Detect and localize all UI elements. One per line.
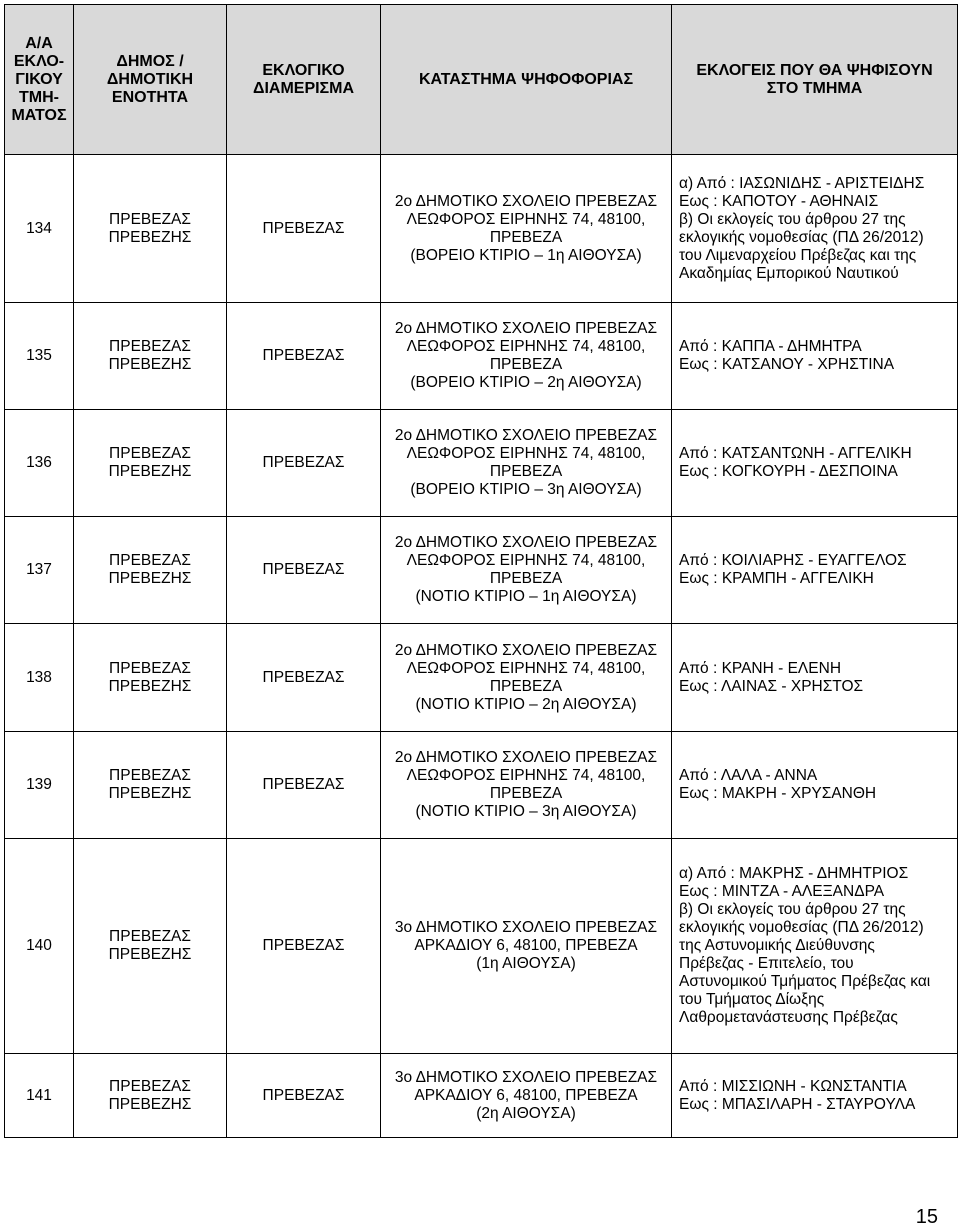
polling-station-line: ΑΡΚΑΔΙΟΥ 6, 48100, ΠΡΕΒΕΖΑ [414,937,638,954]
section-number: 140 [26,937,52,954]
header-line: ΓΙΚΟΥ [15,70,63,88]
table-row [5,1054,958,1138]
voters-line: Εως : ΚΟΓΚΟΥΡΗ - ΔΕΣΠΟΙΝΑ [679,463,898,480]
cell-polling-station [381,410,672,517]
polling-station-line: (1η ΑΙΘΟΥΣΑ) [476,955,576,972]
cell-section-number [5,303,74,410]
polling-station-line: 2ο ΔΗΜΟΤΙΚΟ ΣΧΟΛΕΙΟ ΠΡΕΒΕΖΑΣ [394,641,658,659]
cell-district [227,155,381,303]
header-line: ΤΜΗ- [19,88,59,106]
cell-voters [672,1054,958,1138]
voters-line: Αστυνομικού Τμήματος Πρέβεζας και [679,973,931,990]
polling-station-line: (ΒΟΡΕΙΟ ΚΤΙΡΙΟ – 2η ΑΙΘΟΥΣΑ) [410,374,642,391]
cell-polling-station [381,155,672,303]
municipality-line: ΠΡΕΒΕΖΗΣ [108,463,192,480]
district-name: ΠΡΕΒΕΖΑΣ [262,668,345,686]
header-line: ΕΚΛΟΓΙΚΟ [262,61,345,79]
cell-municipality [74,517,227,624]
polling-station-line: ΠΡΕΒΕΖΑ [489,785,563,802]
header-line: ΕΚΛΟΓΕΙΣ ΠΟΥ ΘΑ ΨΗΦΙΣΟΥΝ [696,61,933,79]
cell-district [227,517,381,624]
table-row [5,624,958,732]
header-line: ΔΙΑΜΕΡΙΣΜΑ [252,79,355,97]
voters-line: του Τμήματος Δίωξης [679,991,825,1008]
section-number: 141 [26,1086,52,1104]
cell-voters [672,732,958,839]
cell-municipality [74,303,227,410]
polling-station-line: ΑΡΚΑΔΙΟΥ 6, 48100, ΠΡΕΒΕΖΑ [414,1086,638,1104]
cell-section-number [5,839,74,1054]
header-line: ΔΗΜΟΤΙΚΗ [106,70,194,88]
polling-sections-table [4,4,958,1138]
municipality-line: ΠΡΕΒΕΖΑΣ [109,659,191,677]
municipality-line: ΠΡΕΒΕΖΗΣ [108,228,192,246]
polling-station-line: ΛΕΩΦΟΡΟΣ ΕΙΡΗΝΗΣ 74, 48100, [406,210,646,228]
cell-polling-station [381,303,672,410]
voters-line: Λαθρομετανάστευσης Πρέβεζας [679,1009,898,1026]
section-number: 138 [26,668,52,686]
cell-voters [672,624,958,732]
section-number: 134 [26,219,52,237]
table-row [5,732,958,839]
header-municipality [74,5,227,155]
polling-station-line: (ΝΟΤΙΟ ΚΤΙΡΙΟ – 2η ΑΙΘΟΥΣΑ) [415,695,637,713]
cell-voters [672,839,958,1054]
cell-municipality [74,732,227,839]
header-line: ΣΤΟ ΤΜΗΜΑ [766,79,863,97]
header-line: ΔΗΜΟΣ / [116,52,184,70]
voters-line: του Λιμεναρχείου Πρέβεζας και της [679,246,917,264]
cell-section-number [5,732,74,839]
polling-station-line: ΛΕΩΦΟΡΟΣ ΕΙΡΗΝΗΣ 74, 48100, [406,445,646,462]
cell-district [227,1054,381,1138]
municipality-line: ΠΡΕΒΕΖΑΣ [109,552,191,569]
municipality-line: ΠΡΕΒΕΖΗΣ [108,570,192,587]
polling-station-line: ΠΡΕΒΕΖΑ [489,570,563,587]
cell-section-number [5,624,74,732]
voters-line: Από : ΜΙΣΣΙΩΝΗ - ΚΩΝΣΤΑΝΤΙΑ [679,1077,907,1095]
header-line: ΕΝΟΤΗΤΑ [111,88,189,106]
polling-station-line: (ΒΟΡΕΙΟ ΚΤΙΡΙΟ – 3η ΑΙΘΟΥΣΑ) [410,481,642,498]
cell-voters [672,155,958,303]
polling-station-line: (ΝΟΤΙΟ ΚΤΙΡΙΟ – 3η ΑΙΘΟΥΣΑ) [415,803,637,820]
cell-district [227,410,381,517]
voters-line: Εως : ΜΠΑΣΙΛΑΡΗ - ΣΤΑΥΡΟΥΛΑ [679,1095,916,1113]
municipality-line: ΠΡΕΒΕΖΑΣ [109,1077,191,1095]
voters-line: Εως : ΚΡΑΜΠΗ - ΑΓΓΕΛΙΚΗ [679,570,874,587]
municipality-line: ΠΡΕΒΕΖΗΣ [108,946,192,963]
header-line: Α/Α [25,34,53,52]
voters-line: Εως : ΜΑΚΡΗ - ΧΡΥΣΑΝΘΗ [679,785,877,802]
section-number: 136 [26,454,52,471]
cell-district [227,839,381,1054]
header-line: ΕΚΛΟ- [13,52,65,70]
page-number: 15 [915,1206,938,1228]
cell-section-number [5,155,74,303]
polling-station-line: 2ο ΔΗΜΟΤΙΚΟ ΣΧΟΛΕΙΟ ΠΡΕΒΕΖΑΣ [394,320,658,337]
voters-line: α) Από : ΜΑΚΡΗΣ - ΔΗΜΗΤΡΙΟΣ [679,865,909,882]
cell-polling-station [381,1054,672,1138]
voters-line: β) Οι εκλογείς του άρθρου 27 της [679,210,906,228]
cell-polling-station [381,732,672,839]
header-line: ΚΑΤΑΣΤΗΜΑ ΨΗΦΟΦΟΡΙΑΣ [418,70,634,88]
polling-station-line: ΛΕΩΦΟΡΟΣ ΕΙΡΗΝΗΣ 74, 48100, [406,659,646,677]
district-name: ΠΡΕΒΕΖΑΣ [262,454,345,471]
polling-station-line: 2ο ΔΗΜΟΤΙΚΟ ΣΧΟΛΕΙΟ ΠΡΕΒΕΖΑΣ [394,749,658,766]
polling-station-line: (ΝΟΤΙΟ ΚΤΙΡΙΟ – 1η ΑΙΘΟΥΣΑ) [415,588,637,605]
cell-municipality [74,1054,227,1138]
polling-station-line: ΛΕΩΦΟΡΟΣ ΕΙΡΗΝΗΣ 74, 48100, [406,552,646,569]
district-name: ΠΡΕΒΕΖΑΣ [262,776,345,793]
municipality-line: ΠΡΕΒΕΖΗΣ [108,1095,192,1113]
municipality-line: ΠΡΕΒΕΖΑΣ [109,445,191,462]
header-row [5,5,958,155]
polling-station-line: (2η ΑΙΘΟΥΣΑ) [476,1104,576,1122]
cell-section-number [5,1054,74,1138]
voters-line: εκλογικής νομοθεσίας (ΠΔ 26/2012) [679,919,924,936]
polling-station-line: 2ο ΔΗΜΟΤΙΚΟ ΣΧΟΛΕΙΟ ΠΡΕΒΕΖΑΣ [394,427,658,444]
cell-district [227,732,381,839]
voters-line: β) Οι εκλογείς του άρθρου 27 της [679,901,906,918]
cell-municipality [74,155,227,303]
voters-line: Εως : ΚΑΠΟΤΟΥ - ΑΘΗΝΑΙΣ [679,192,879,210]
voters-line: Πρέβεζας - Επιτελείο, του [679,955,854,972]
table-row [5,517,958,624]
polling-station-line: ΠΡΕΒΕΖΑ [489,228,563,246]
section-number: 139 [26,776,52,793]
cell-polling-station [381,839,672,1054]
cell-section-number [5,410,74,517]
polling-station-line: ΠΡΕΒΕΖΑ [489,463,563,480]
polling-station-line: (ΒΟΡΕΙΟ ΚΤΙΡΙΟ – 1η ΑΙΘΟΥΣΑ) [410,246,642,264]
voters-line: Εως : ΛΑΙΝΑΣ - ΧΡΗΣΤΟΣ [679,677,864,695]
cell-voters [672,303,958,410]
cell-voters [672,410,958,517]
polling-station-line: ΠΡΕΒΕΖΑ [489,356,563,373]
cell-municipality [74,624,227,732]
table-body [5,155,958,1138]
polling-station-line: 2ο ΔΗΜΟΤΙΚΟ ΣΧΟΛΕΙΟ ΠΡΕΒΕΖΑΣ [394,192,658,210]
section-number: 137 [26,561,52,578]
polling-station-line: ΠΡΕΒΕΖΑ [489,677,563,695]
header-voters [672,5,958,155]
voters-line: Από : ΚΑΠΠΑ - ΔΗΜΗΤΡΑ [679,338,862,355]
cell-municipality [74,839,227,1054]
polling-station-line: ΛΕΩΦΟΡΟΣ ΕΙΡΗΝΗΣ 74, 48100, [406,767,646,784]
cell-section-number [5,517,74,624]
municipality-line: ΠΡΕΒΕΖΗΣ [108,785,192,802]
polling-station-line: 2ο ΔΗΜΟΤΙΚΟ ΣΧΟΛΕΙΟ ΠΡΕΒΕΖΑΣ [394,534,658,551]
cell-municipality [74,410,227,517]
district-name: ΠΡΕΒΕΖΑΣ [262,347,345,364]
cell-polling-station [381,517,672,624]
voters-line: Από : ΛΑΛΑ - ΑΝΝΑ [679,767,818,784]
polling-station-line: 3ο ΔΗΜΟΤΙΚΟ ΣΧΟΛΕΙΟ ΠΡΕΒΕΖΑΣ [394,919,658,936]
voters-line: Εως : ΚΑΤΣΑΝΟΥ - ΧΡΗΣΤΙΝΑ [679,356,895,373]
table-row [5,155,958,303]
cell-polling-station [381,624,672,732]
district-name: ΠΡΕΒΕΖΑΣ [262,937,345,954]
municipality-line: ΠΡΕΒΕΖΑΣ [109,928,191,945]
district-name: ΠΡΕΒΕΖΑΣ [262,561,345,578]
cell-district [227,624,381,732]
header-polling-station [381,5,672,155]
polling-station-line: 3ο ΔΗΜΟΤΙΚΟ ΣΧΟΛΕΙΟ ΠΡΕΒΕΖΑΣ [394,1068,658,1086]
voters-line: α) Από : ΙΑΣΩΝΙΔΗΣ - ΑΡΙΣΤΕΙΔΗΣ [679,174,925,192]
section-number: 135 [26,347,52,364]
cell-voters [672,517,958,624]
voters-line: της Αστυνομικής Διεύθυνσης [679,937,875,954]
municipality-line: ΠΡΕΒΕΖΑΣ [109,338,191,355]
voters-line: Από : ΚΡΑΝΗ - ΕΛΕΝΗ [679,659,842,677]
municipality-line: ΠΡΕΒΕΖΗΣ [108,677,192,695]
district-name: ΠΡΕΒΕΖΑΣ [262,219,345,237]
municipality-line: ΠΡΕΒΕΖΑΣ [109,767,191,784]
table-header [5,5,958,155]
header-electoral-district [227,5,381,155]
header-line: ΜΑΤΟΣ [11,106,67,124]
municipality-line: ΠΡΕΒΕΖΗΣ [108,356,192,373]
table-row [5,839,958,1054]
header-section-number [5,5,74,155]
voters-line: Εως : ΜΙΝΤΖΑ - ΑΛΕΞΑΝΔΡΑ [679,883,885,900]
table-row [5,303,958,410]
voters-line: Ακαδημίας Εμπορικού Ναυτικού [679,264,899,282]
district-name: ΠΡΕΒΕΖΑΣ [262,1086,345,1104]
voters-line: Από : ΚΟΙΛΙΑΡΗΣ - ΕΥΑΓΓΕΛΟΣ [679,552,907,569]
table-row [5,410,958,517]
polling-station-line: ΛΕΩΦΟΡΟΣ ΕΙΡΗΝΗΣ 74, 48100, [406,338,646,355]
cell-district [227,303,381,410]
municipality-line: ΠΡΕΒΕΖΑΣ [109,210,191,228]
voters-line: εκλογικής νομοθεσίας (ΠΔ 26/2012) [679,228,924,246]
voters-line: Από : ΚΑΤΣΑΝΤΩΝΗ - ΑΓΓΕΛΙΚΗ [679,445,912,462]
